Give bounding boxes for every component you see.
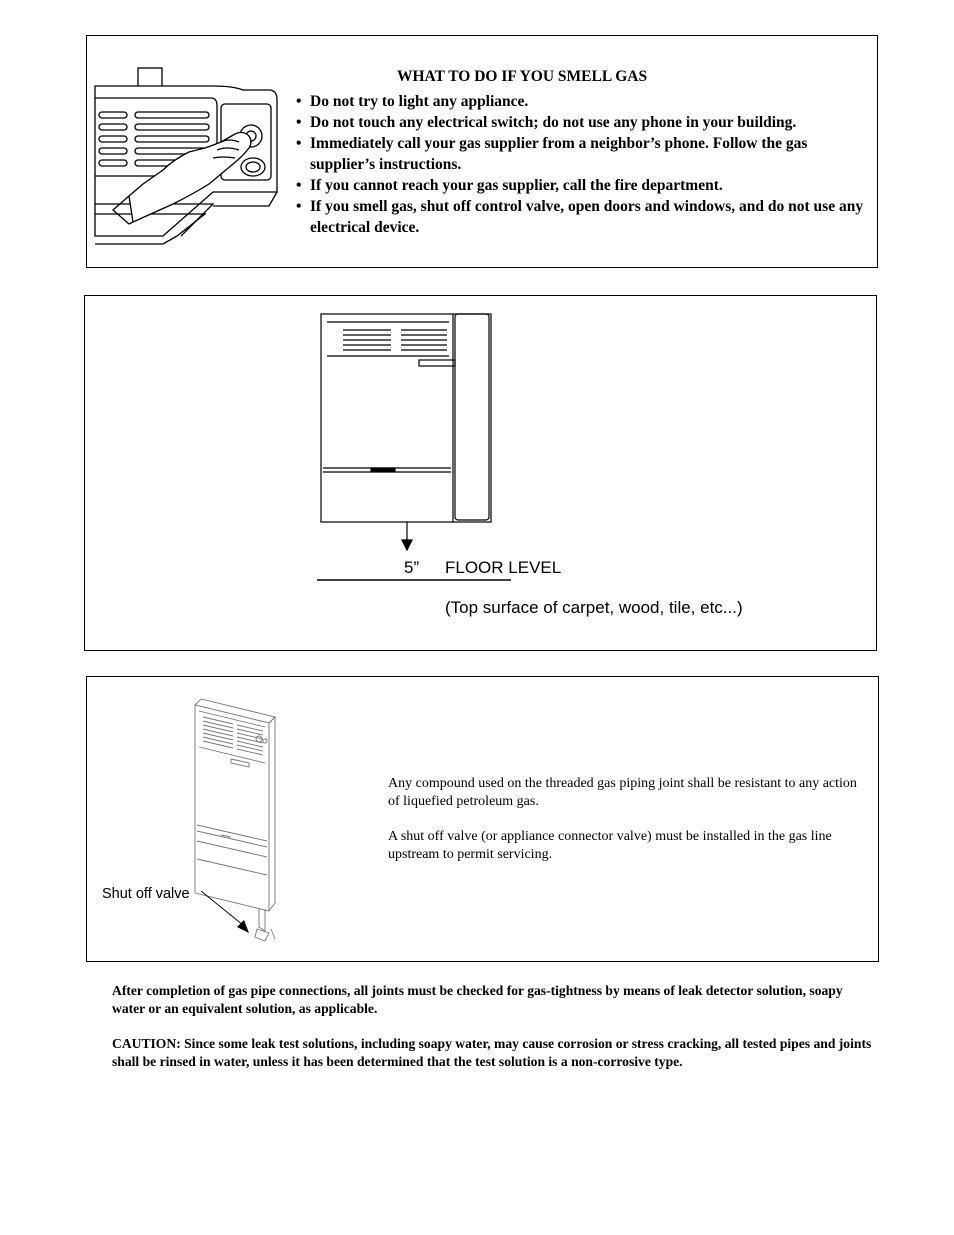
list-item: • Do not try to light any appliance. [295,91,875,112]
gas-piping-box [86,676,879,962]
hand-turning-control-knob-icon [93,64,283,269]
list-item: • Do not touch any electrical switch; do not use any phone in your building. [295,112,875,133]
dimension-label: 5” [404,558,420,577]
leak-check-instruction: After completion of gas pipe connections, all joints must be checked for gas-tightness by means of leak detector solution, soapy water or an equivalent solution, as applicable. [112,983,843,1016]
list-item: • If you cannot reach your gas supplier, call the fire department. [295,175,875,196]
floor-surface-note: (Top surface of carpet, wood, tile, etc...) [445,598,743,617]
shutoff-valve-label: Shut off valve [102,886,190,902]
shutoff-valve-note: A shut off valve (or appliance connector valve) must be installed in the gas line upstream to permit servicing. [388,829,832,862]
list-item: • Immediately call your gas supplier from a neighbor’s phone. Follow the gas supplier’s instructions. [295,133,875,175]
floor-level-box [84,295,877,651]
compound-note: Any compound used on the threaded gas piping joint shall be resistant to any action of liquefied petroleum gas. [388,776,857,809]
shutoff-valve-arrow-icon [199,887,259,937]
gas-warning-list [295,91,875,238]
floor-level-label: FLOOR LEVEL [445,558,562,577]
list-item: • If you smell gas, shut off control valve, open doors and windows, and do not use any electrical device. [295,196,875,238]
gas-warning-box [86,35,878,268]
leak-test-caution: CAUTION: Since some leak test solutions, including soapy water, may cause corrosion or stress cracking, all tested pipes and joints shall be rinsed in water, unless it has been determined that the test solution is a non-corrosive type. [112,1036,872,1069]
gas-warning-title: WHAT TO DO IF YOU SMELL GAS [397,68,648,85]
